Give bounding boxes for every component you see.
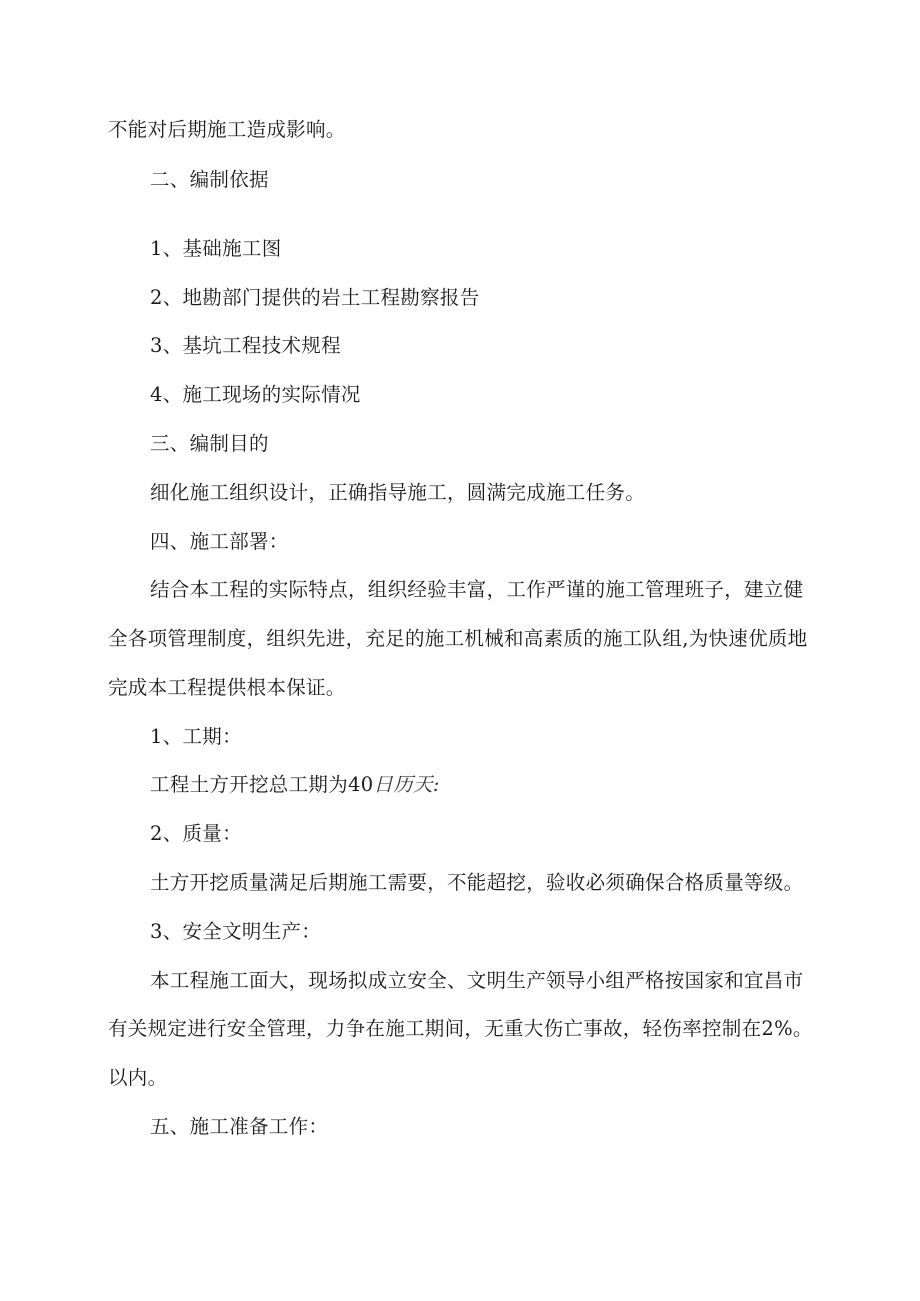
section-heading: 二、编制依据 [150,168,269,191]
subsection-heading: 1、工期： [150,725,242,748]
paragraph-line: 不能对后期施工造成影响。 [108,118,346,141]
list-item: 3、基坑工程技术规程 [150,334,341,357]
section-heading: 五、施工准备工作： [150,1115,329,1138]
duration-text: 工程土方开挖总工期为40 [150,773,374,796]
section-heading: 三、编制目的 [150,432,269,455]
paragraph-line: 本工程施工面大，现场拟成立安全、文明生产领导小组严格按国家和宜昌市 [150,969,804,992]
paragraph-line: 完成本工程提供根本保证。 [108,676,346,699]
paragraph-line: 有关规定进行安全管理，力争在施工期间，无重大伤亡事故，轻伤率控制在2%。 [108,1017,813,1040]
list-item: 4、施工现场的实际情况 [150,383,361,406]
subsection-heading: 2、质量： [150,822,242,845]
paragraph-line: 全各项管理制度，组织先进，充足的施工机械和高素质的施工队组,为快速优质地 [108,627,808,650]
subsection-heading: 3、安全文明生产： [150,920,322,943]
paragraph-line: 以内。 [108,1066,168,1089]
paragraph-line: 细化施工组织设计，正确指导施工，圆满完成施工任务。 [150,481,646,504]
paragraph-line: 结合本工程的实际特点，组织经验丰富，工作严谨的施工管理班子，建立健 [150,578,804,601]
list-item: 1、基础施工图 [150,237,282,260]
duration-unit: 日历天: [373,773,440,796]
list-item: 2、地勘部门提供的岩土工程勘察报告 [150,286,480,309]
section-heading: 四、施工部署： [150,530,289,553]
paragraph-line [150,773,440,797]
paragraph-line: 土方开挖质量满足后期施工需要，不能超挖，验收必须确保合格质量等级。 [150,871,804,894]
